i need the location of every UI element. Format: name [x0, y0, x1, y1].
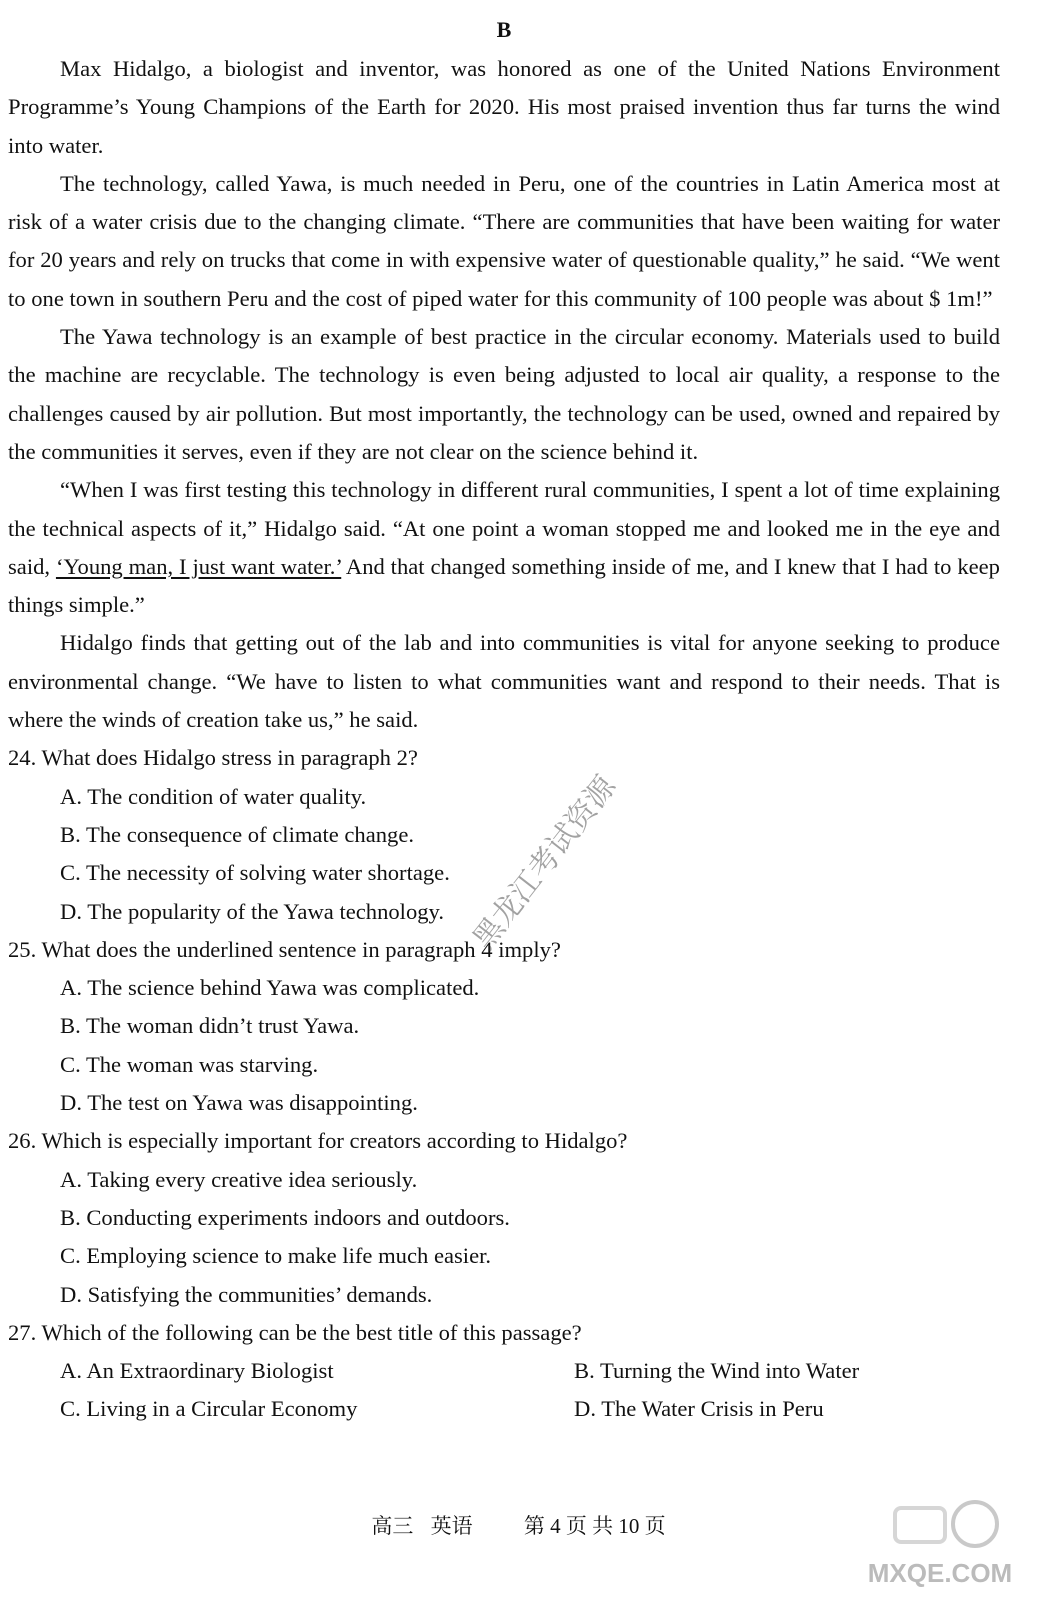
watermark-text: 黑龙江考试资源 [466, 769, 624, 957]
paragraph-4-start: “When I was first testing this technology in different rural communities, I spent a lot of time explaining the technical aspects of it,” Hidalgo said. “At one point a woman stopped me and looked me in the eye and said, [8, 477, 1000, 579]
option-b: B. The consequence of climate change. [60, 821, 415, 847]
option-d: D. Satisfying the communities’ demands. [60, 1281, 433, 1307]
option-a: A. The science behind Yawa was complicated. [60, 975, 480, 1001]
option-b: B. Conducting experiments indoors and outdoors. [60, 1204, 510, 1230]
footer-subject: 英语 [430, 1514, 473, 1538]
paragraph-4 [8, 471, 1000, 624]
options-row-1 [8, 1352, 1000, 1390]
question-26 [8, 1122, 1000, 1313]
option-a: A. An Extraordinary Biologist [60, 1358, 334, 1384]
question-24 [8, 739, 1000, 930]
option-a: A. Taking every creative idea seriously. [60, 1166, 418, 1192]
question-27 [8, 1314, 1000, 1429]
paragraph-5: Hidalgo finds that getting out of the lab and into communities is vital for anyone seeking to produce environmental change. “We have to listen to what communities want and respond to their needs. That is where the winds of creation take us,” he said. [8, 630, 1000, 733]
option-b: B. The woman didn’t trust Yawa. [60, 1013, 360, 1039]
paragraph-3: The Yawa technology is an example of best practice in the circular economy. Materials used to build the machine are recyclable. The technology is even being adjusted to local air quality, a response to the challenges caused by air pollution. But most importantly, the technology can be used, owned and repaired by the communities it serves, even if they are not clear on the science behind it. [8, 324, 1000, 464]
option-d: D. The test on Yawa was disappointing. [60, 1090, 418, 1116]
footer-page-info: 第 4 页 共 10 页 [523, 1514, 666, 1538]
option-a: A. The condition of water quality. [60, 783, 367, 809]
question-text: 25. What does the underlined sentence in paragraph 4 imply? [8, 936, 561, 962]
underlined-sentence: ‘Young man, I just want water.’ [55, 553, 342, 579]
footer-grade: 高三 [371, 1514, 414, 1538]
section-title: B [496, 17, 512, 42]
paragraph-2: The technology, called Yawa, is much needed in Peru, one of the countries in Latin America most at risk of a water crisis due to the changing climate. “There are communities that have been waiting for water for 20 years and rely on trucks that come in with expensive water of questionable quality,” he said. “We went to one town in southern Peru and the cost of piped water for this community of 100 people was about $ 1m!” [8, 170, 1000, 311]
option-d: D. The popularity of the Yawa technology. [60, 898, 445, 924]
option-c: C. Employing science to make life much easier. [60, 1243, 492, 1269]
question-text: 26. Which is especially important for creators according to Hidalgo? [8, 1128, 628, 1154]
page-footer [0, 1510, 1037, 1540]
option-c: C. The woman was starving. [60, 1051, 319, 1077]
option-b: B. Turning the Wind into Water [574, 1358, 860, 1384]
question-text: 27. Which of the following can be the best title of this passage? [8, 1319, 582, 1345]
exam-page [8, 14, 1000, 1429]
question-25 [8, 931, 1000, 1122]
paragraph-1: Max Hidalgo, a biologist and inventor, was honored as one of the United Nations Environment Programme’s Young Champions of the Earth for 2020. His most praised invention thus far turns the wind into water. [8, 56, 1000, 158]
paragraph-4-end: And that changed something inside of me, and I knew that I had to keep things simple.” [8, 553, 1000, 618]
option-c: C. The necessity of solving water shortage. [60, 860, 450, 886]
option-c: C. Living in a Circular Economy [60, 1396, 358, 1422]
options-row-2 [8, 1390, 1000, 1428]
site-logo-text: MXQE.COM [867, 1558, 1013, 1588]
question-text: 24. What does Hidalgo stress in paragraph 2? [8, 745, 418, 771]
option-d: D. The Water Crisis in Peru [574, 1396, 824, 1422]
